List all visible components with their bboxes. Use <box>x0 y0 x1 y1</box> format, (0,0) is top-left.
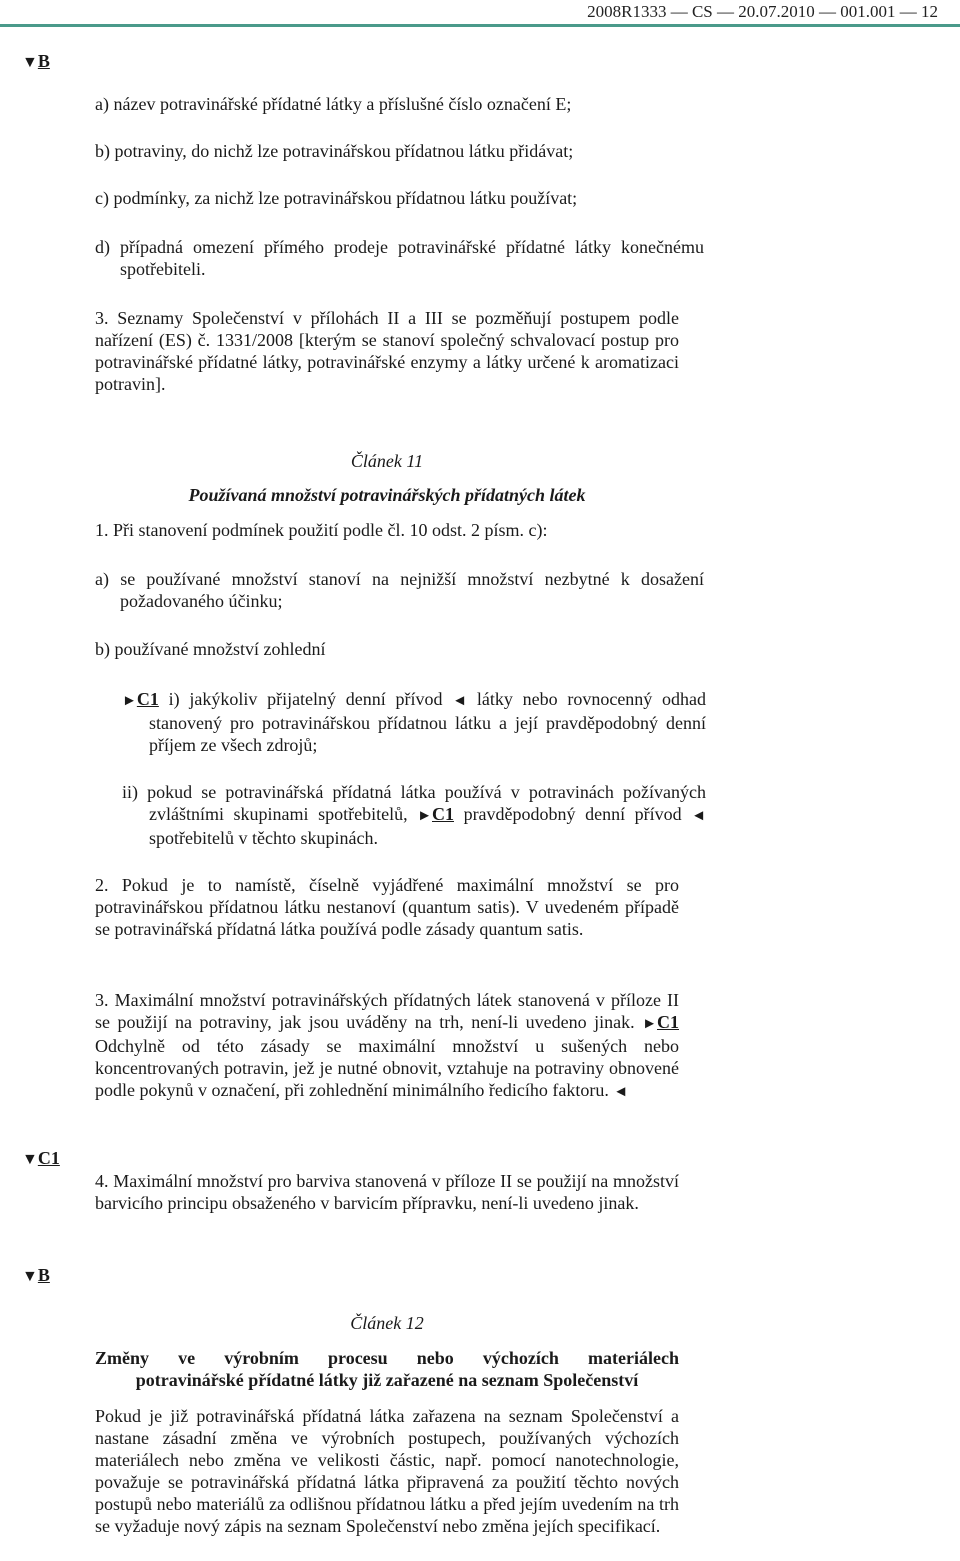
marker-b-top[interactable] <box>22 50 50 74</box>
arrow-left-icon: ◄ <box>691 808 707 824</box>
sub-i-after: látky nebo rovnocenný odhad stanovený pro potravinářskou přídatnou látku a její pravděpodobný denní příjem ze všech zdrojů; <box>149 689 707 755</box>
article-12-title-line2: potravinářské přídatné látky již zařazené na seznam Společenství <box>135 1370 639 1390</box>
article-11-sub-ii <box>122 781 706 849</box>
article-11-p2: 2. Pokud je to namístě, číselně vyjádřené maximální množství se pro potravinářskou přídatnou látku nestanoví (quantum satis). V uvedeném případě se potravinářská přídatná látka používá podle zásady quantum satis. <box>95 875 679 939</box>
sub-ii-mid: pravděpodobný denní přívod <box>463 804 682 824</box>
p3-c1-text: Odchylně od této zásady se maximální množství u sušených nebo koncentrovaných potravin, jež je nutné obnovit, vztahuje na potraviny obnovené podle pokynů v označení, při zohlednění minimálního ředicího faktoru. <box>95 1036 679 1100</box>
arrow-left-icon: ◄ <box>613 1084 629 1100</box>
c1-link[interactable]: C1 <box>432 804 454 824</box>
paragraph-3: 3. Seznamy Společenství v přílohách II a III se pozměňují postupem podle nařízení (ES) č. 1331/2008 [kterým se stanoví společný schvalovací postup pro potravinářské přídatné látky, potravinářské enzymy a látky určené k aromatizaci potravin]. <box>95 308 679 394</box>
article-11-p4: 4. Maximální množství pro barviva stanovená v příloze II se použijí na množství barvicího principu obsaženého v barvicím přípravku, není-li uvedeno jinak. <box>95 1171 679 1213</box>
article-12-number: Článek 12 <box>350 1313 424 1333</box>
article-11-number: Článek 11 <box>350 451 424 471</box>
article-11-item-a: a) se používané množství stanoví na nejnižší množství nezbytné k dosažení požadovaného účinku; <box>95 569 704 611</box>
arrow-right-icon: ► <box>122 693 137 709</box>
sub-ii-before: ii) pokud se potravinářská přídatná látka používá v potravinách požívaných zvláštními skupinami spotřebitelů, <box>122 782 706 824</box>
article-11-item-b: b) používané množství zohlední <box>95 639 326 659</box>
triangle-down-icon: ▼ <box>22 1151 38 1168</box>
article-12-body: Pokud je již potravinářská přídatná látka zařazena na seznam Společenství a nastane zásadní změna ve výrobních postupech, používaných výchozích materiálech nebo změna ve velikosti částic, např. pomocí nanotechnologie, považuje se potravinářská přídatná látka připravená za použití těchto nových postupů nebo materiálů za odlišnou přídatnou látku a před jejím uvedením na trh se vyžaduje nový zápis na seznam Společenství nebo změna jejích specifikací. <box>95 1406 679 1536</box>
document-reference: 2008R1333 — CS — 20.07.2010 — 001.001 — 12 <box>587 2 938 21</box>
article-11-sub-i <box>122 688 706 756</box>
list-item-a: a) název potravinářské přídatné látky a příslušné číslo označení E; <box>95 94 572 114</box>
sub-i-before: i) jakýkoliv přijatelný denní přívod <box>168 689 443 709</box>
triangle-down-icon: ▼ <box>22 1268 38 1285</box>
p3-before: 3. Maximální množství potravinářských přídatných látek stanovená v příloze II se použijí na potraviny, jak jsou uváděny na trh, není-li uvedeno jinak. <box>95 990 679 1032</box>
article-12-title-line1: Změny ve výrobním procesu nebo výchozích materiálech <box>95 1348 679 1368</box>
arrow-left-icon: ◄ <box>452 693 468 709</box>
marker-code: B <box>37 51 50 71</box>
list-item-b: b) potraviny, do nichž lze potravinářskou přídatnou látku přidávat; <box>95 141 574 161</box>
list-item-d: d) případná omezení přímého prodeje potravinářské přídatné látky konečnému spotřebiteli. <box>95 237 704 279</box>
marker-code: C1 <box>37 1148 60 1168</box>
arrow-right-icon: ► <box>642 1016 657 1032</box>
article-11-title: Používaná množství potravinářských přídatných látek <box>188 485 586 505</box>
article-11-p3 <box>95 989 679 1103</box>
arrow-right-icon: ► <box>417 808 432 824</box>
marker-code: B <box>37 1265 50 1285</box>
header-rule <box>0 24 960 27</box>
marker-b-bottom[interactable] <box>22 1264 50 1288</box>
sub-ii-after: spotřebitelů v těchto skupinách. <box>149 828 378 848</box>
article-11-p1: 1. Při stanovení podmínek použití podle čl. 10 odst. 2 písm. c): <box>95 520 548 540</box>
marker-c1[interactable] <box>22 1147 60 1171</box>
c1-link[interactable]: C1 <box>657 1012 679 1032</box>
triangle-down-icon: ▼ <box>22 54 38 71</box>
list-item-c: c) podmínky, za nichž lze potravinářskou přídatnou látku používat; <box>95 188 578 208</box>
c1-link[interactable]: C1 <box>136 689 159 709</box>
